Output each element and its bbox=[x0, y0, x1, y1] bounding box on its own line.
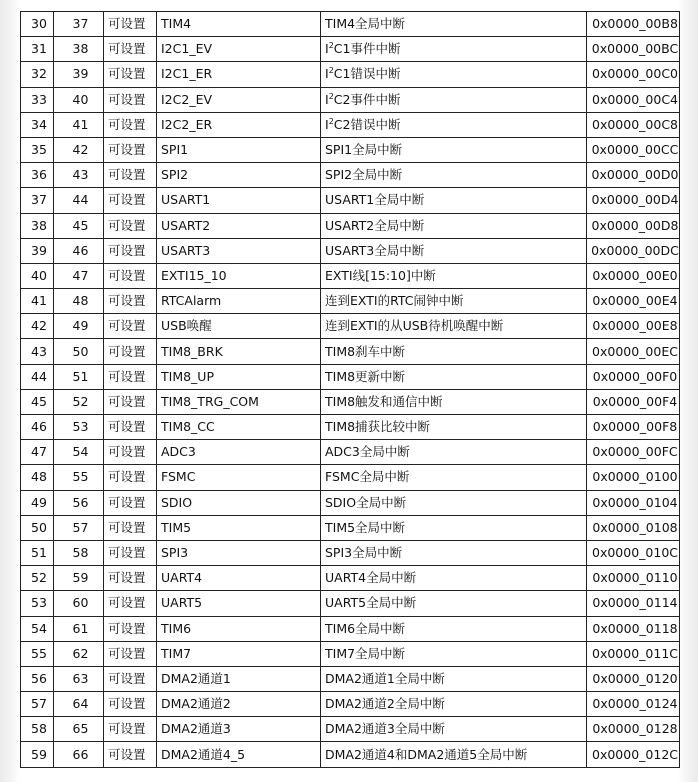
description-text: DMA2通道2全局中断 bbox=[325, 696, 445, 712]
description-text: UART5全局中断 bbox=[325, 595, 417, 611]
description-cell bbox=[321, 12, 587, 37]
name-cell: ADC3 bbox=[157, 440, 321, 465]
priority-cell: 61 bbox=[54, 616, 104, 641]
table-row bbox=[21, 339, 680, 364]
name-cell: SPI2 bbox=[157, 163, 321, 188]
priority-cell: 39 bbox=[54, 62, 104, 87]
table-row bbox=[21, 389, 680, 414]
description-cell bbox=[321, 490, 587, 515]
position-cell: 36 bbox=[21, 163, 54, 188]
address-cell: 0x0000_00DC bbox=[587, 238, 680, 263]
table-row bbox=[21, 415, 680, 440]
priority-type-cell: 可设置 bbox=[104, 616, 157, 641]
description-text: SPI2全局中断 bbox=[325, 167, 403, 183]
description-text: USART1全局中断 bbox=[325, 192, 425, 208]
name-cell: DMA2通道3 bbox=[157, 717, 321, 742]
description-cell bbox=[321, 364, 587, 389]
table-row bbox=[21, 238, 680, 263]
description-superscript: 2 bbox=[328, 66, 334, 76]
position-cell: 46 bbox=[21, 415, 54, 440]
description-cell bbox=[321, 87, 587, 112]
priority-cell: 52 bbox=[54, 389, 104, 414]
name-cell: SPI1 bbox=[157, 137, 321, 162]
name-cell: DMA2通道2 bbox=[157, 692, 321, 717]
priority-cell: 64 bbox=[54, 692, 104, 717]
description-text: USART2全局中断 bbox=[325, 217, 425, 233]
interrupt-vector-table bbox=[20, 11, 680, 768]
table-row bbox=[21, 364, 680, 389]
priority-cell: 53 bbox=[54, 415, 104, 440]
priority-cell: 48 bbox=[54, 289, 104, 314]
address-cell: 0x0000_0108 bbox=[587, 515, 680, 540]
name-cell: UART5 bbox=[157, 591, 321, 616]
description-text: DMA2通道3全局中断 bbox=[325, 721, 445, 737]
address-cell: 0x0000_0114 bbox=[587, 591, 680, 616]
name-cell: I2C1_ER bbox=[157, 62, 321, 87]
name-cell: UART4 bbox=[157, 566, 321, 591]
position-cell: 39 bbox=[21, 238, 54, 263]
description-text: C1事件中断 bbox=[333, 41, 401, 57]
description-cell bbox=[321, 717, 587, 742]
description-cell bbox=[321, 389, 587, 414]
description-text: C2错误中断 bbox=[333, 116, 401, 132]
priority-cell: 58 bbox=[54, 540, 104, 565]
table-row bbox=[21, 137, 680, 162]
description-cell bbox=[321, 263, 587, 288]
table-row bbox=[21, 263, 680, 288]
name-cell: USART3 bbox=[157, 238, 321, 263]
priority-cell: 44 bbox=[54, 188, 104, 213]
name-cell: FSMC bbox=[157, 465, 321, 490]
position-cell: 58 bbox=[21, 717, 54, 742]
priority-type-cell: 可设置 bbox=[104, 238, 157, 263]
position-cell: 55 bbox=[21, 641, 54, 666]
table-row bbox=[21, 12, 680, 37]
table-row bbox=[21, 163, 680, 188]
description-text: SPI3全局中断 bbox=[325, 545, 403, 561]
priority-type-cell: 可设置 bbox=[104, 314, 157, 339]
priority-cell: 43 bbox=[54, 163, 104, 188]
position-cell: 50 bbox=[21, 515, 54, 540]
table-row bbox=[21, 591, 680, 616]
description-cell bbox=[321, 314, 587, 339]
address-cell: 0x0000_00BC bbox=[587, 37, 680, 62]
description-text: TIM8刹车中断 bbox=[325, 343, 406, 359]
priority-cell: 54 bbox=[54, 440, 104, 465]
position-cell: 59 bbox=[21, 742, 54, 767]
description-cell bbox=[321, 465, 587, 490]
position-cell: 47 bbox=[21, 440, 54, 465]
position-cell: 38 bbox=[21, 213, 54, 238]
name-cell: I2C2_ER bbox=[157, 112, 321, 137]
position-cell: 53 bbox=[21, 591, 54, 616]
description-text: 连到EXTI的从USB待机唤醒中断 bbox=[325, 318, 504, 334]
table-row bbox=[21, 641, 680, 666]
priority-cell: 45 bbox=[54, 213, 104, 238]
description-text: SPI1全局中断 bbox=[325, 142, 403, 158]
position-cell: 32 bbox=[21, 62, 54, 87]
priority-type-cell: 可设置 bbox=[104, 389, 157, 414]
address-cell: 0x0000_00EC bbox=[587, 339, 680, 364]
name-cell: I2C1_EV bbox=[157, 37, 321, 62]
table-row bbox=[21, 566, 680, 591]
priority-type-cell: 可设置 bbox=[104, 263, 157, 288]
position-cell: 33 bbox=[21, 87, 54, 112]
priority-type-cell: 可设置 bbox=[104, 641, 157, 666]
name-cell: DMA2通道1 bbox=[157, 666, 321, 691]
priority-type-cell: 可设置 bbox=[104, 666, 157, 691]
description-superscript: 2 bbox=[328, 91, 334, 101]
priority-type-cell: 可设置 bbox=[104, 692, 157, 717]
address-cell: 0x0000_012C bbox=[587, 742, 680, 767]
position-cell: 52 bbox=[21, 566, 54, 591]
address-cell: 0x0000_00D4 bbox=[587, 188, 680, 213]
description-cell bbox=[321, 213, 587, 238]
description-cell bbox=[321, 692, 587, 717]
address-cell: 0x0000_00E8 bbox=[587, 314, 680, 339]
name-cell: USART1 bbox=[157, 188, 321, 213]
table-row bbox=[21, 717, 680, 742]
description-text: TIM4全局中断 bbox=[325, 16, 406, 32]
description-cell bbox=[321, 566, 587, 591]
description-cell bbox=[321, 666, 587, 691]
table-row bbox=[21, 112, 680, 137]
address-cell: 0x0000_00B8 bbox=[587, 12, 680, 37]
priority-type-cell: 可设置 bbox=[104, 566, 157, 591]
position-cell: 45 bbox=[21, 389, 54, 414]
name-cell: TIM8_TRG_COM bbox=[157, 389, 321, 414]
address-cell: 0x0000_00C0 bbox=[587, 62, 680, 87]
priority-cell: 60 bbox=[54, 591, 104, 616]
position-cell: 57 bbox=[21, 692, 54, 717]
priority-cell: 38 bbox=[54, 37, 104, 62]
name-cell: USB唤醒 bbox=[157, 314, 321, 339]
table-row bbox=[21, 87, 680, 112]
name-cell: DMA2通道4_5 bbox=[157, 742, 321, 767]
address-cell: 0x0000_00CC bbox=[587, 137, 680, 162]
description-cell bbox=[321, 137, 587, 162]
description-cell bbox=[321, 515, 587, 540]
priority-cell: 63 bbox=[54, 666, 104, 691]
description-cell bbox=[321, 641, 587, 666]
priority-type-cell: 可设置 bbox=[104, 37, 157, 62]
address-cell: 0x0000_011C bbox=[587, 641, 680, 666]
description-text: DMA2通道1全局中断 bbox=[325, 670, 445, 686]
name-cell: I2C2_EV bbox=[157, 87, 321, 112]
address-cell: 0x0000_00F0 bbox=[587, 364, 680, 389]
priority-type-cell: 可设置 bbox=[104, 112, 157, 137]
description-text: DMA2通道4和DMA2通道5全局中断 bbox=[325, 746, 528, 762]
priority-cell: 50 bbox=[54, 339, 104, 364]
table-row bbox=[21, 213, 680, 238]
priority-cell: 40 bbox=[54, 87, 104, 112]
address-cell: 0x0000_00FC bbox=[587, 440, 680, 465]
table-row bbox=[21, 314, 680, 339]
position-cell: 34 bbox=[21, 112, 54, 137]
address-cell: 0x0000_00C4 bbox=[587, 87, 680, 112]
address-cell: 0x0000_0120 bbox=[587, 666, 680, 691]
description-cell bbox=[321, 163, 587, 188]
position-cell: 54 bbox=[21, 616, 54, 641]
name-cell: SDIO bbox=[157, 490, 321, 515]
description-cell bbox=[321, 540, 587, 565]
priority-type-cell: 可设置 bbox=[104, 415, 157, 440]
description-cell bbox=[321, 238, 587, 263]
address-cell: 0x0000_0100 bbox=[587, 465, 680, 490]
description-cell bbox=[321, 289, 587, 314]
address-cell: 0x0000_00E4 bbox=[587, 289, 680, 314]
description-superscript: 2 bbox=[328, 41, 334, 51]
priority-cell: 37 bbox=[54, 12, 104, 37]
name-cell: EXTI15_10 bbox=[157, 263, 321, 288]
priority-type-cell: 可设置 bbox=[104, 163, 157, 188]
description-cell bbox=[321, 62, 587, 87]
priority-cell: 59 bbox=[54, 566, 104, 591]
address-cell: 0x0000_010C bbox=[587, 540, 680, 565]
description-prefix: I bbox=[325, 41, 329, 57]
position-cell: 40 bbox=[21, 263, 54, 288]
table-row bbox=[21, 692, 680, 717]
priority-cell: 51 bbox=[54, 364, 104, 389]
description-text: UART4全局中断 bbox=[325, 570, 417, 586]
description-text: ADC3全局中断 bbox=[325, 444, 410, 460]
position-cell: 43 bbox=[21, 339, 54, 364]
table-row bbox=[21, 540, 680, 565]
name-cell: TIM7 bbox=[157, 641, 321, 666]
address-cell: 0x0000_00D8 bbox=[587, 213, 680, 238]
address-cell: 0x0000_0124 bbox=[587, 692, 680, 717]
table-row bbox=[21, 515, 680, 540]
position-cell: 30 bbox=[21, 12, 54, 37]
priority-type-cell: 可设置 bbox=[104, 742, 157, 767]
table-row bbox=[21, 616, 680, 641]
address-cell: 0x0000_00F4 bbox=[587, 389, 680, 414]
name-cell: TIM6 bbox=[157, 616, 321, 641]
position-cell: 48 bbox=[21, 465, 54, 490]
priority-type-cell: 可设置 bbox=[104, 440, 157, 465]
priority-type-cell: 可设置 bbox=[104, 717, 157, 742]
description-prefix: I bbox=[325, 91, 329, 107]
table-row bbox=[21, 666, 680, 691]
description-text: TIM5全局中断 bbox=[325, 519, 406, 535]
priority-type-cell: 可设置 bbox=[104, 591, 157, 616]
position-cell: 42 bbox=[21, 314, 54, 339]
priority-type-cell: 可设置 bbox=[104, 137, 157, 162]
priority-type-cell: 可设置 bbox=[104, 289, 157, 314]
description-text: TIM8捕获比较中断 bbox=[325, 419, 431, 435]
priority-type-cell: 可设置 bbox=[104, 188, 157, 213]
table-row bbox=[21, 465, 680, 490]
description-cell bbox=[321, 616, 587, 641]
priority-cell: 47 bbox=[54, 263, 104, 288]
table-row bbox=[21, 62, 680, 87]
description-cell bbox=[321, 742, 587, 767]
position-cell: 37 bbox=[21, 188, 54, 213]
description-text: TIM6全局中断 bbox=[325, 620, 406, 636]
name-cell: USART2 bbox=[157, 213, 321, 238]
priority-cell: 56 bbox=[54, 490, 104, 515]
table-row bbox=[21, 742, 680, 767]
name-cell: TIM5 bbox=[157, 515, 321, 540]
priority-type-cell: 可设置 bbox=[104, 339, 157, 364]
description-text: TIM8触发和通信中断 bbox=[325, 393, 443, 409]
priority-type-cell: 可设置 bbox=[104, 213, 157, 238]
address-cell: 0x0000_0104 bbox=[587, 490, 680, 515]
description-prefix: I bbox=[325, 116, 329, 132]
position-cell: 31 bbox=[21, 37, 54, 62]
priority-cell: 41 bbox=[54, 112, 104, 137]
description-cell bbox=[321, 37, 587, 62]
address-cell: 0x0000_00F8 bbox=[587, 415, 680, 440]
priority-type-cell: 可设置 bbox=[104, 364, 157, 389]
description-cell bbox=[321, 188, 587, 213]
priority-cell: 65 bbox=[54, 717, 104, 742]
description-cell bbox=[321, 112, 587, 137]
description-text: 连到EXTI的RTC闹钟中断 bbox=[325, 293, 464, 309]
priority-type-cell: 可设置 bbox=[104, 87, 157, 112]
name-cell: TIM8_UP bbox=[157, 364, 321, 389]
address-cell: 0x0000_0128 bbox=[587, 717, 680, 742]
description-superscript: 2 bbox=[328, 116, 334, 126]
position-cell: 49 bbox=[21, 490, 54, 515]
priority-type-cell: 可设置 bbox=[104, 62, 157, 87]
priority-cell: 46 bbox=[54, 238, 104, 263]
name-cell: TIM8_CC bbox=[157, 415, 321, 440]
address-cell: 0x0000_0118 bbox=[587, 616, 680, 641]
position-cell: 35 bbox=[21, 137, 54, 162]
description-cell bbox=[321, 440, 587, 465]
address-cell: 0x0000_0110 bbox=[587, 566, 680, 591]
table-body bbox=[21, 12, 680, 768]
position-cell: 51 bbox=[21, 540, 54, 565]
description-cell bbox=[321, 415, 587, 440]
priority-cell: 42 bbox=[54, 137, 104, 162]
priority-type-cell: 可设置 bbox=[104, 465, 157, 490]
description-text: USART3全局中断 bbox=[325, 242, 425, 258]
priority-type-cell: 可设置 bbox=[104, 12, 157, 37]
description-cell bbox=[321, 339, 587, 364]
priority-cell: 66 bbox=[54, 742, 104, 767]
description-prefix: I bbox=[325, 66, 329, 82]
name-cell: TIM8_BRK bbox=[157, 339, 321, 364]
position-cell: 44 bbox=[21, 364, 54, 389]
name-cell: RTCAlarm bbox=[157, 289, 321, 314]
priority-type-cell: 可设置 bbox=[104, 490, 157, 515]
description-text: C1错误中断 bbox=[333, 66, 401, 82]
position-cell: 56 bbox=[21, 666, 54, 691]
position-cell: 41 bbox=[21, 289, 54, 314]
name-cell: SPI3 bbox=[157, 540, 321, 565]
address-cell: 0x0000_00E0 bbox=[587, 263, 680, 288]
description-text: EXTI线[15:10]中断 bbox=[325, 267, 436, 283]
table-row bbox=[21, 37, 680, 62]
description-text: C2事件中断 bbox=[333, 91, 401, 107]
description-text: SDIO全局中断 bbox=[325, 494, 407, 510]
table-row bbox=[21, 440, 680, 465]
priority-type-cell: 可设置 bbox=[104, 515, 157, 540]
address-cell: 0x0000_00C8 bbox=[587, 112, 680, 137]
name-cell: TIM4 bbox=[157, 12, 321, 37]
description-cell bbox=[321, 591, 587, 616]
priority-cell: 57 bbox=[54, 515, 104, 540]
priority-cell: 55 bbox=[54, 465, 104, 490]
priority-cell: 62 bbox=[54, 641, 104, 666]
priority-type-cell: 可设置 bbox=[104, 540, 157, 565]
table-row bbox=[21, 188, 680, 213]
description-text: TIM7全局中断 bbox=[325, 645, 406, 661]
description-text: TIM8更新中断 bbox=[325, 368, 406, 384]
priority-cell: 49 bbox=[54, 314, 104, 339]
table-row bbox=[21, 490, 680, 515]
table-row bbox=[21, 289, 680, 314]
address-cell: 0x0000_00D0 bbox=[587, 163, 680, 188]
description-text: FSMC全局中断 bbox=[325, 469, 410, 485]
